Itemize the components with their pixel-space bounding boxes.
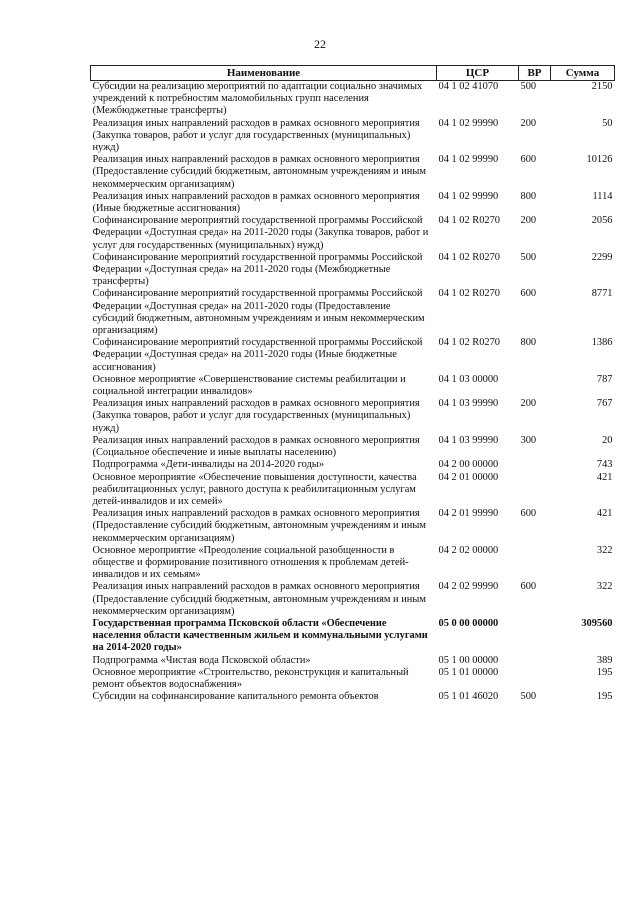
row-name: Реализация иных направлений расходов в рамках основного мероприятия (Иные бюджетные ассигнования) [92,190,420,215]
header-sum: Сумма [551,66,615,81]
row-name: Софинансирование мероприятий государственной программы Российской Федерации «Доступная среда» на 2011-2020 годы (Иные бюджетные ассигнования) [92,337,423,373]
row-vr: 500 [520,691,537,703]
table-row [91,398,615,435]
row-csr: 04 2 01 00000 [438,471,499,483]
header-vr: ВР [519,66,551,81]
row-name: Основное мероприятие «Обеспечение повышения доступности, качества реабилитационных услуг, равного доступа к реабилитационным услугам детей-инвалидов и их семей» [92,471,417,507]
table-row [91,435,615,459]
row-vr: 800 [520,337,537,349]
header-csr: ЦСР [437,66,519,81]
table-row [91,459,615,471]
row-csr: 04 2 02 00000 [438,544,499,556]
table-row [91,618,615,655]
row-vr [519,545,551,582]
row-vr: 600 [520,154,537,166]
row-csr: 04 2 02 99990 [438,581,499,593]
row-vr: 200 [520,215,537,227]
row-name: Подпрограмма «Чистая вода Псковской области» [92,654,311,666]
row-sum: 2150 [591,81,613,92]
row-name: Реализация иных направлений расходов в рамках основного мероприятия (Социальное обеспечение и иные выплаты населению) [92,434,420,459]
row-vr [519,374,551,398]
table-row [91,508,615,545]
row-vr [519,618,551,655]
row-csr: 04 1 03 00000 [438,373,499,385]
row-vr [519,459,551,471]
row-csr: 05 0 00 00000 [438,617,499,629]
row-sum: 421 [596,471,613,483]
row-name: Государственная программа Псковской области «Обеспечение населения области качественным жильем и коммунальными услугами на 2014-2020 годы» [92,617,428,654]
table-row [91,691,615,703]
row-sum: 50 [602,117,613,129]
row-sum: 787 [596,373,613,385]
row-csr: 05 1 01 46020 [438,691,499,703]
row-csr: 04 1 02 99990 [438,190,499,202]
row-sum: 20 [602,434,613,446]
row-sum: 421 [596,508,613,520]
row-name: Реализация иных направлений расходов в рамках основного мероприятия (Предоставление субсидий бюджетным, автономным учреждениям и иным некоммерческим организациям) [92,581,426,617]
table-row [91,581,615,618]
row-name: Софинансирование мероприятий государственной программы Российской Федерации «Доступная среда» на 2011-2020 годы (Межбюджетные трансферты) [92,251,423,288]
row-csr: 04 1 03 99990 [438,398,499,410]
table-row [91,154,615,191]
table-row [91,374,615,398]
row-csr: 04 1 02 41070 [438,81,499,92]
row-csr: 04 1 02 99990 [438,154,499,166]
row-csr: 04 2 00 00000 [438,459,499,471]
row-name: Реализация иных направлений расходов в рамках основного мероприятия (Предоставление субсидий бюджетным, автономным учреждениям и иным некоммерческим организациям) [92,508,426,544]
table-row [91,545,615,582]
row-sum: 1114 [592,190,613,202]
row-sum: 8771 [591,288,613,300]
row-vr [519,667,551,691]
row-vr: 600 [520,581,537,593]
table-row [91,472,615,509]
row-name: Основное мероприятие «Строительство, реконструкция и капитальный ремонт объектов водоснабжения» [92,666,409,690]
row-sum: 195 [596,666,613,678]
row-csr: 05 1 01 00000 [438,666,499,678]
table-row [91,191,615,215]
row-csr: 04 1 02 R0270 [438,288,500,300]
row-name: Основное мероприятие «Совершенствование системы реабилитации и социальной интеграции инвалидов» [92,373,406,398]
table-header [91,66,615,81]
row-sum: 1386 [591,337,613,349]
row-sum: 195 [596,691,613,703]
row-name: Субсидии на реализацию мероприятий по адаптации социально значимых учреждений к потребностям маломобильных групп населения (Межбюджетные трансферты) [92,81,423,117]
header-row [91,66,615,81]
row-name: Софинансирование мероприятий государственной программы Российской Федерации «Доступная среда» на 2011-2020 годы (Предоставление субсидий бюджетным, автономным учреждениям и иным некоммерческим организациям) [92,288,425,337]
row-sum: 2056 [591,215,613,227]
row-vr: 300 [520,434,537,446]
row-name: Субсидии на софинансирование капитального ремонта объектов [92,691,379,703]
table-row [91,81,615,118]
table-row [91,118,615,155]
table-row [91,215,615,252]
row-csr: 04 1 03 99990 [438,434,499,446]
row-name: Основное мероприятие «Преодоление социальной разобщенности в обществе и формирование позитивного отношения к проблемам детей-инвалидов и их семьям» [92,544,409,581]
row-sum: 767 [596,398,613,410]
row-vr [519,655,551,667]
table-row [91,655,615,667]
row-vr: 200 [520,117,537,129]
row-vr: 200 [520,398,537,410]
table-row [91,337,615,374]
row-sum: 309560 [581,617,613,629]
row-sum: 389 [596,654,613,666]
table-row [91,667,615,691]
header-name: Наименование [91,66,437,81]
table-row [91,288,615,337]
row-vr: 600 [520,288,537,300]
page-number: 22 [314,37,326,51]
table-body [91,81,615,704]
row-name: Реализация иных направлений расходов в рамках основного мероприятия (Предоставление субсидий бюджетным, автономным учреждениям и иным некоммерческим организациям) [92,154,426,190]
row-sum: 2299 [591,251,613,263]
table-row [91,252,615,289]
row-sum: 10126 [586,154,613,166]
row-csr: 04 1 02 99990 [438,117,499,129]
row-csr: 04 2 01 99990 [438,508,499,520]
row-name: Подпрограмма «Дети-инвалиды на 2014-2020 годы» [92,459,325,471]
row-sum: 743 [596,459,613,471]
row-vr: 500 [520,251,537,263]
row-sum: 322 [596,581,613,593]
row-csr: 04 1 02 R0270 [438,251,500,263]
row-vr: 600 [520,508,537,520]
row-name: Реализация иных направлений расходов в рамках основного мероприятия (Закупка товаров, работ и услуг для государственных (муниципальных) нужд) [92,398,420,434]
budget-table [90,65,615,703]
row-sum: 322 [596,544,613,556]
row-name: Софинансирование мероприятий государственной программы Российской Федерации «Доступная среда» на 2011-2020 годы (Закупка товаров, работ и услуг для государственных (муниципальных) нужд) [92,215,429,251]
row-vr: 800 [520,190,537,202]
row-csr: 04 1 02 R0270 [438,215,500,227]
row-csr: 05 1 00 00000 [438,654,499,666]
row-vr: 500 [520,81,537,92]
row-vr [519,472,551,509]
row-name: Реализация иных направлений расходов в рамках основного мероприятия (Закупка товаров, работ и услуг для государственных (муниципальных) нужд) [92,117,420,154]
row-csr: 04 1 02 R0270 [438,337,500,349]
